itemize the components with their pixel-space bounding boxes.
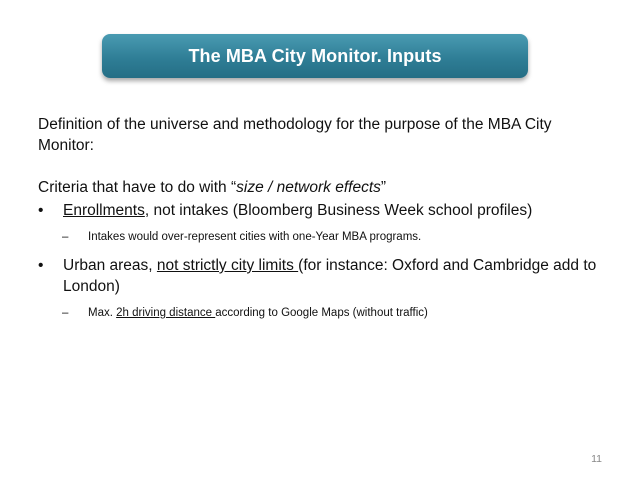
- sub-bullet-text: Intakes would over-represent cities with one-Year MBA programs.: [88, 231, 422, 243]
- sub-bullet-lead: Max.: [88, 307, 117, 319]
- bullet-underlined-term: Enrollments: [63, 202, 145, 219]
- sub-bullet-rest: according to Google Maps (without traffic): [215, 307, 428, 319]
- bullet-text: [63, 255, 608, 297]
- bullet-underlined-term: not strictly city limits: [156, 257, 299, 274]
- sub-bullet-item: [62, 305, 608, 321]
- bullet-rest: (for instance: Oxford and Cambridge add to London): [63, 257, 597, 295]
- dash-marker: –: [62, 307, 69, 319]
- sub-bullet-item: [62, 229, 608, 245]
- bullet-item: [38, 255, 608, 297]
- intro-paragraph: Definition of the universe and methodology for the purpose of the MBA City Monitor:: [38, 116, 552, 154]
- bullet-marker: •: [38, 202, 44, 219]
- title-banner: [102, 34, 528, 78]
- slide-body: [38, 114, 608, 331]
- spacer: [38, 156, 608, 177]
- bullet-rest: , not intakes (Bloomberg Business Week school profiles): [144, 202, 533, 219]
- bullet-text: [63, 200, 608, 221]
- bullet-marker: •: [38, 257, 44, 274]
- page-number: 11: [591, 453, 602, 465]
- criteria-line: [38, 177, 608, 198]
- criteria-emphasis: size / network effects: [236, 179, 381, 196]
- sub-bullet-underlined-term: 2h driving distance: [116, 307, 216, 319]
- dash-marker: –: [62, 231, 69, 243]
- slide-title: The MBA City Monitor. Inputs: [188, 45, 442, 66]
- criteria-suffix: ”: [380, 179, 387, 196]
- bullet-item: [38, 200, 608, 221]
- bullet-lead: Urban areas,: [63, 257, 157, 274]
- sub-bullet-text: [88, 305, 428, 321]
- criteria-prefix: Criteria that have to do with “: [38, 179, 237, 196]
